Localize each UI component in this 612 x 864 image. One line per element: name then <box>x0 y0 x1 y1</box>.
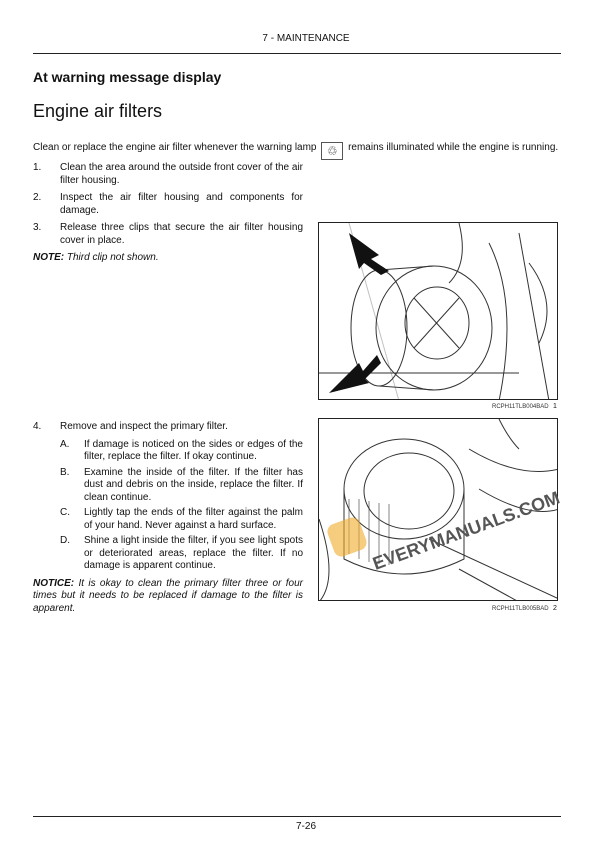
step-text: Release three clips that secure the air filter housing cover in place. <box>60 222 303 246</box>
note <box>33 252 303 265</box>
step-number: 1. <box>33 162 42 173</box>
notice <box>33 578 303 616</box>
step-number: 2. <box>33 192 42 203</box>
substep-c <box>60 507 303 532</box>
header-rule <box>33 53 561 54</box>
substep-text: Examine the inside of the filter. If the filter has dust and debris on the inside, replace the filter. If clean continue. <box>84 466 303 503</box>
figure-2-number: 2 <box>553 605 557 612</box>
notice-text: It is okay to clean the primary filter three or four times but it needs to be replaced if damage to the filter is apparent. <box>33 577 303 614</box>
step-text: Clean the area around the outside front cover of the air filter housing. <box>60 162 303 186</box>
footer-rule <box>33 816 561 817</box>
topic-title: Engine air filters <box>33 101 163 121</box>
intro-paragraph <box>33 141 558 160</box>
air-filter-warning-icon: ♲ <box>321 142 343 160</box>
substep-text: Lightly tap the ends of the filter against the palm of your hand. Never against a hard surface. <box>84 507 303 531</box>
section-title: At warning message display <box>33 69 222 85</box>
substep-b <box>60 467 303 505</box>
note-label: NOTE: <box>33 252 65 263</box>
step-4-block <box>33 421 303 615</box>
intro-text-before: Clean or replace the engine air filter whenever the warning lamp <box>33 142 317 153</box>
step-4 <box>33 421 303 434</box>
step-3 <box>33 222 303 247</box>
intro-text-after: remains illuminated while the engine is running. <box>348 142 559 153</box>
substep-letter: C. <box>60 507 70 518</box>
substep-letter: A. <box>60 438 70 450</box>
step-text: Remove and inspect the primary filter. <box>60 421 228 432</box>
notice-label: NOTICE: <box>33 577 75 589</box>
page-number: 7-26 <box>295 821 316 832</box>
figure-1-number: 1 <box>553 403 557 410</box>
running-header: 7 - MAINTENANCE <box>262 33 350 44</box>
figure-2-code: RCPH11TLB005BAD <box>492 606 549 612</box>
substep-letter: B. <box>60 466 70 478</box>
substep-text: If damage is noticed on the sides or edges of the filter, replace the filter. If okay continue. <box>84 438 303 462</box>
note-text: Third clip not shown. <box>66 252 159 263</box>
substep-a <box>60 439 303 464</box>
step-number: 4. <box>33 421 42 432</box>
watermark: EVERYMANUALS.COM <box>370 487 563 574</box>
step-2 <box>33 192 303 217</box>
figure-1-air-filter-housing <box>318 222 558 400</box>
step-text: Inspect the air filter housing and components for damage. <box>60 192 303 216</box>
step-number: 3. <box>33 222 42 233</box>
step-1 <box>33 162 303 187</box>
steps-1-3 <box>33 162 303 265</box>
substep-letter: D. <box>60 535 70 546</box>
substep-text: Shine a light inside the filter, if you see light spots or deteriorated areas, replace the filter. If no damage is apparent continue. <box>84 535 303 571</box>
substep-d <box>60 535 303 573</box>
figure-1-code: RCPH11TLB004BAD <box>492 404 549 410</box>
air-filter-illustration <box>319 223 558 400</box>
